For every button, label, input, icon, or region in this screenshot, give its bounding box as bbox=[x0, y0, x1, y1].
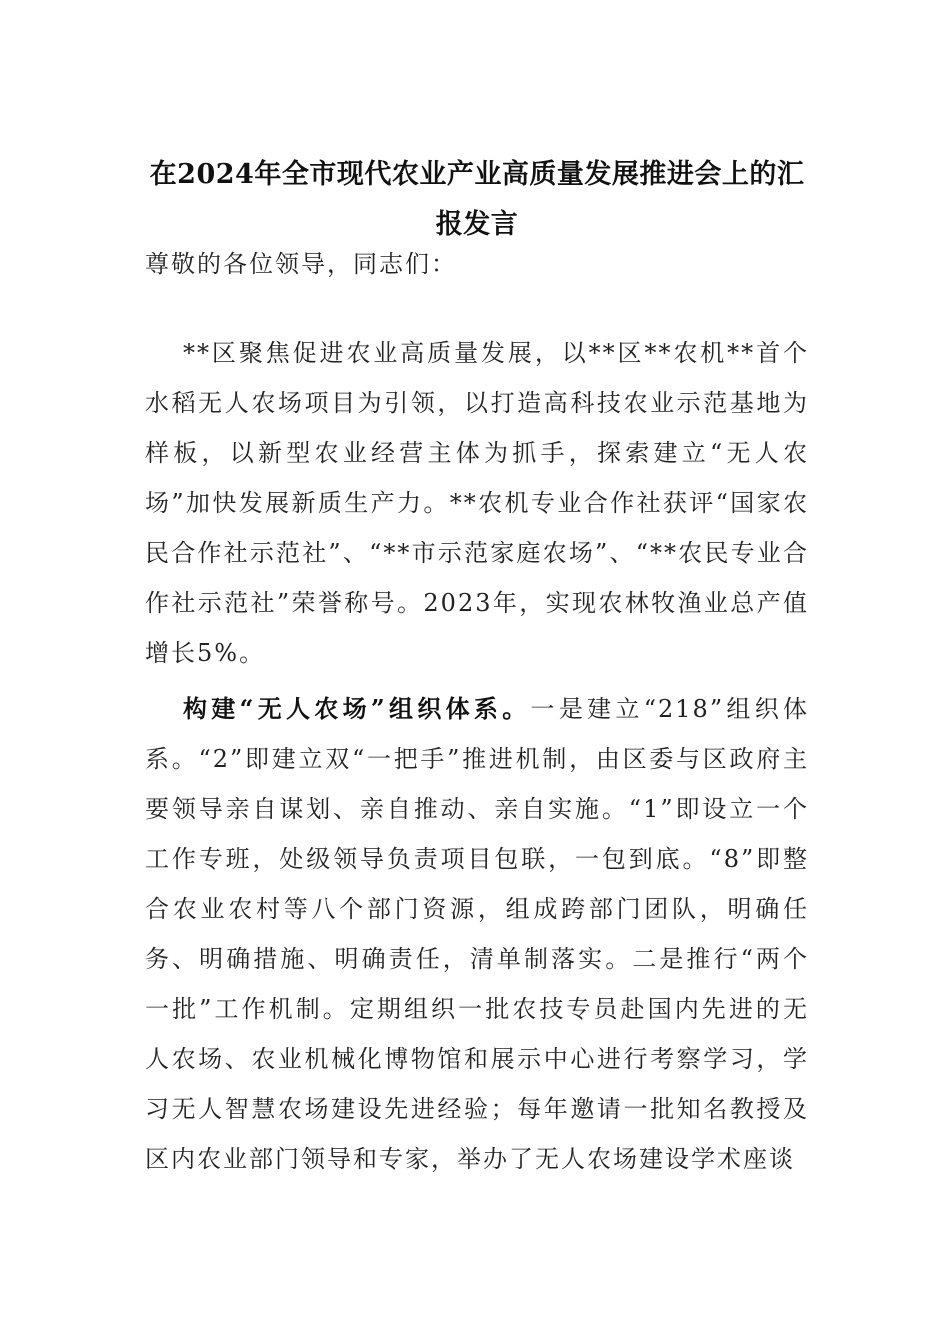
document-title: 在2024年全市现代农业产业高质量发展推进会上的汇报发言 bbox=[149, 159, 805, 240]
paragraph-intro: **区聚焦促进农业高质量发展，以**区**农机**首个水稻无人农场项目为引领，以打造高科技农业示范基地为样板，以新型农业经营主体为抓手，探索建立“无人农场”加快发展新质生产力。**农机专业合作社获评“国家农民合作社示范社”、“**市示范家庭农场”、“**农民专业合作社示范社”荣誉称号。2023年，实现农林牧渔业总产值增长5%。 bbox=[145, 339, 809, 667]
paragraph-lead-heading: 构建“无人农场”组织体系。 bbox=[183, 694, 531, 723]
salutation: 尊敬的各位领导，同志们： bbox=[145, 250, 457, 278]
paragraph-organization-system bbox=[145, 684, 809, 1184]
paragraph-body: 一是建立“218”组织体系。“2”即建立双“一把手”推进机制，由区委与区政府主要领导亲自谋划、亲自推动、亲自实施。“1”即设立一个工作专班，处级领导负责项目包联，一包到底。“8”即整合农业农村等八个部门资源，组成跨部门团队，明确任务、明确措施、明确责任，清单制落实。二是推行“两个一批”工作机制。定期组织一批农技专员赴国内先进的无人农场、农业机械化博物馆和展示中心进行考察学习，学习无人智慧农场建设先进经验；每年邀请一批知名教授及区内农业部门领导和专家，举办了无人农场建设学术座谈 bbox=[145, 695, 809, 1173]
